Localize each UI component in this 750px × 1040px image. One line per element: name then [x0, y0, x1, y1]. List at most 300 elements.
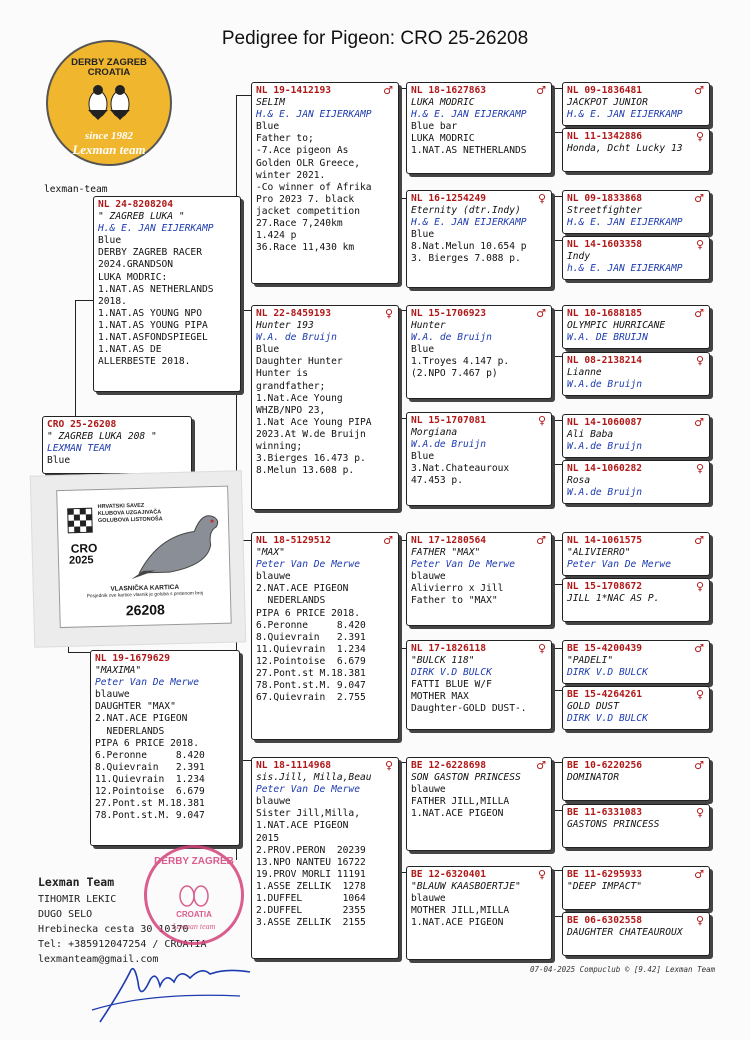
pigeon-name: "MAXIMA": [95, 665, 142, 677]
card-header: [98, 199, 235, 211]
pigeon-name: GOLD DUST: [567, 701, 619, 713]
owner-name: W.A.de Bruijn: [411, 439, 487, 451]
pedigree-card[interactable]: [562, 128, 710, 172]
detail-line: blauwe: [411, 784, 446, 796]
pigeon-name: Rosa: [567, 475, 591, 487]
owner-name: LEXMAN TEAM: [47, 443, 111, 455]
detail-line: Blue: [411, 451, 435, 463]
chess-emblem-icon: [66, 504, 95, 535]
ring-number: NL 15-1708672: [567, 581, 643, 592]
detail-line: 27.Race 7,240km: [256, 218, 343, 230]
card-header: [256, 308, 393, 320]
ring-number: BE 06-6302558: [567, 915, 643, 926]
ring-number: NL 11-1342886: [567, 131, 643, 142]
detail-line: 1.NAT.ACE PIGEON: [411, 808, 504, 820]
pedigree-card[interactable]: [406, 866, 552, 960]
detail-line: 11.Quievrain 1.234: [95, 773, 205, 785]
detail-line: 47.453 p.: [411, 475, 463, 487]
detail-line: Alivierro x Jill: [411, 583, 504, 595]
detail-line: 6.Peronne 8.420: [95, 749, 205, 761]
detail-line: 8.Melun 13.608 p.: [256, 465, 355, 477]
detail-line: 11.Quievrain 1.234: [256, 643, 366, 655]
pedigree-card[interactable]: [562, 757, 710, 801]
detail-line: 3.Bierges 16.473 p.: [256, 453, 366, 465]
logo-text: DERBY ZAGREB CROATIA: [71, 57, 147, 78]
detail-line: 3. Bierges 7.088 p.: [411, 253, 521, 265]
ring-number: BE 12-6228698: [411, 760, 487, 771]
ring-number: NL 19-1412193: [256, 85, 332, 96]
detail-line: 1.Nat Ace Young PIPA: [256, 416, 372, 428]
detail-line: 1.NAT.ACE PIGEON: [256, 820, 349, 832]
card-header: [411, 85, 546, 97]
sex-icon: ♂: [694, 534, 704, 547]
card-header: [567, 643, 704, 655]
detail-line: NEDERLANDS: [256, 595, 326, 607]
ring-number: NL 09-1833868: [567, 193, 643, 204]
id-card-org: HRVATSKI SAVEZ KLUBOVA UZGAJIVAČA GOLUBOVA LISTONOŠA: [97, 502, 163, 525]
pigeon-name: DAUGHTER CHATEAUROUX: [567, 927, 683, 939]
sex-icon: ♂: [536, 84, 546, 97]
detail-line: blauwe: [95, 689, 130, 701]
id-card-number: 26208: [125, 601, 166, 619]
owner-name: W.A.de Bruijn: [567, 379, 643, 391]
ring-number: NL 22-8459193: [256, 308, 332, 319]
detail-line: PIPA 6 PRICE 2018.: [95, 737, 199, 749]
sex-icon: ♂: [536, 307, 546, 320]
card-header: [567, 417, 704, 429]
ring-number: NL 16-1254249: [411, 193, 487, 204]
sex-icon: ♀: [695, 354, 704, 367]
card-header: [256, 85, 393, 97]
id-card-year: 2025: [68, 554, 94, 567]
sex-icon: ♂: [383, 84, 393, 97]
pigeon-name: JILL 1*NAC AS P.: [567, 593, 660, 605]
ring-number: NL 18-5129512: [256, 535, 332, 546]
detail-line: 8.Nat.Melun 10.654 p: [411, 241, 527, 253]
card-header: [411, 760, 546, 772]
ring-number: NL 19-1679629: [95, 653, 171, 664]
connector-line: [554, 916, 562, 917]
detail-line: 27.Pont.st M.18.381: [95, 798, 205, 810]
detail-line: 3.ASSE ZELLIK 2155: [256, 917, 366, 929]
sex-icon: ♂: [536, 759, 546, 772]
detail-line: PIPA 6 PRICE 2018.: [256, 607, 360, 619]
ring-number: BE 11-6295933: [567, 869, 643, 880]
ring-number: NL 14-1061575: [567, 535, 643, 546]
detail-line: 2018.: [98, 295, 127, 307]
signature: [90, 952, 260, 1028]
pigeon-name: Indy: [567, 251, 591, 263]
detail-line: 1.NAT.ASFONDSPIEGEL: [98, 332, 208, 344]
breeder-label: lexman-team: [44, 184, 108, 195]
ring-number: NL 17-1280564: [411, 535, 487, 546]
detail-line: winter 2021.: [256, 169, 326, 181]
detail-line: Blue bar: [411, 121, 458, 133]
card-header: [567, 85, 704, 97]
pigeons-icon: [82, 80, 136, 124]
pedigree-card[interactable]: [406, 640, 552, 730]
connector-line: [554, 88, 562, 89]
pigeon-name: "MAX": [256, 547, 285, 559]
owner-name: H.& E. JAN EIJERKAMP: [98, 223, 214, 235]
pigeon-name: JACKPOT JUNIOR: [567, 97, 648, 109]
card-header: [567, 131, 704, 143]
detail-line: 1.ASSE ZELLIK 1278: [256, 880, 366, 892]
pigeon-name: OLYMPIC HURRICANE: [567, 320, 666, 332]
owner-name: W.A. de Bruijn: [256, 332, 337, 344]
sex-icon: ♀: [384, 759, 393, 772]
pedigree-card[interactable]: [251, 757, 399, 959]
owner-name: Peter Van De Merwe: [567, 559, 671, 571]
detail-line: blauwe: [411, 893, 446, 905]
card-header: [567, 869, 704, 881]
sex-icon: ♂: [694, 416, 704, 429]
ring-number: NL 17-1826118: [411, 643, 487, 654]
logo-team: Lexman team: [72, 142, 146, 157]
pigeon-name: "PADELI": [567, 655, 614, 667]
card-header: [567, 581, 704, 593]
detail-line: 1.NAT.AS YOUNG PIPA: [98, 319, 208, 331]
pigeon-name: "BULCK 118": [411, 655, 475, 667]
card-header: [411, 643, 546, 655]
detail-line: -Co winner of Afrika: [256, 181, 372, 193]
detail-line: 67.Quievrain 2.755: [256, 692, 366, 704]
connector-line: [554, 356, 562, 357]
sex-icon: ♀: [384, 307, 393, 320]
connector-line: [554, 240, 562, 241]
pedigree-card[interactable]: [562, 866, 710, 910]
detail-line: LUKA MODRIC:: [98, 271, 168, 283]
pigeon-name: Ali Baba: [567, 429, 614, 441]
stamp-bottom: CROATIA: [176, 910, 212, 919]
detail-line: MOTHER JILL,MILLA: [411, 905, 510, 917]
card-header: [411, 535, 546, 547]
detail-line: 1.NAT.AS NETHERLANDS: [411, 145, 527, 157]
breeder-name: Lexman Team: [38, 875, 115, 889]
pigeon-name: FATHER "MAX": [411, 547, 481, 559]
connector-line: [554, 132, 562, 133]
detail-line: Blue: [256, 344, 280, 356]
detail-line: jacket competition: [256, 205, 360, 217]
detail-line: Father to "MAX": [411, 595, 498, 607]
pigeon-name: "BLAUW KAASBOERTJE": [411, 881, 521, 893]
pigeon-name: LUKA MODRIC: [411, 97, 475, 109]
ring-number: NL 15-1707081: [411, 415, 487, 426]
detail-line: 2.NAT.ACE PIGEON: [256, 583, 349, 595]
stamp-pigeons-icon: [175, 882, 213, 908]
card-header: [567, 689, 704, 701]
sex-icon: ♂: [694, 84, 704, 97]
connector-line: [554, 420, 562, 421]
club-stamp: [144, 845, 244, 945]
ring-number: NL 18-1627863: [411, 85, 487, 96]
detail-line: 12.Pointoise 6.679: [256, 655, 366, 667]
card-header: [411, 869, 546, 881]
card-header: [567, 239, 704, 251]
pigeon-name: sis.Jill, Milla,Beau: [256, 772, 372, 784]
id-card-subtitle: Posjednik ove kartice vlasnik je goluba s prstenom broj: [86, 591, 204, 600]
card-header: [411, 415, 546, 427]
ring-number: BE 11-6331083: [567, 807, 643, 818]
detail-line: DERBY ZAGREB RACER: [98, 247, 202, 259]
id-card-title: VLASNIČKA KARTICA: [110, 583, 180, 593]
detail-line: 2.DUFFEL 2355: [256, 905, 366, 917]
pigeon-name: Eternity (dtr.Indy): [411, 205, 521, 217]
detail-line: 8.Quievrain 2.391: [95, 761, 205, 773]
connector-line: [68, 652, 90, 653]
ring-number: NL 14-1603358: [567, 239, 643, 250]
sex-icon: ♂: [694, 868, 704, 881]
detail-line: 3.Nat.Chateauroux: [411, 463, 510, 475]
id-card-country: CRO: [70, 541, 98, 556]
card-header: [411, 308, 546, 320]
connector-line: [554, 810, 562, 811]
detail-line: 1.NAT.AS DE: [98, 344, 162, 356]
detail-line: Blue: [98, 235, 122, 247]
ring-number: CRO 25-26208: [47, 419, 117, 430]
pedigree-card[interactable]: [406, 532, 552, 626]
sex-icon: ♀: [695, 688, 704, 701]
owner-name: H.& E. JAN EIJERKAMP: [567, 109, 683, 121]
breeder-line: Hrebinecka cesta 30 10370: [38, 924, 189, 935]
sex-icon: ♂: [383, 534, 393, 547]
sex-icon: ♀: [537, 414, 546, 427]
sex-icon: ♀: [695, 238, 704, 251]
ring-number: NL 08-2138214: [567, 355, 643, 366]
card-header: [567, 807, 704, 819]
connector-line: [554, 310, 562, 311]
detail-line: MOTHER MAX: [411, 691, 469, 703]
pigeon-name: Lianne: [567, 367, 602, 379]
pedigree-card[interactable]: [562, 804, 710, 848]
pedigree-card[interactable]: [406, 412, 552, 506]
detail-line: 78.Pont.st.M. 9.047: [256, 680, 366, 692]
detail-line: Daughter-GOLD DUST-.: [411, 703, 527, 715]
sex-icon: ♀: [695, 130, 704, 143]
detail-line: 2.NAT.ACE PIGEON: [95, 713, 188, 725]
breeder-line: Tel: +385912047254 / CROATIA: [38, 939, 207, 950]
detail-line: Daughter Hunter: [256, 356, 343, 368]
sex-icon: ♀: [695, 914, 704, 927]
pedigree-card[interactable]: [562, 578, 710, 622]
detail-line: FATHER JILL,MILLA: [411, 796, 510, 808]
detail-line: 1.Nat.Ace Young: [256, 392, 343, 404]
detail-line: 19.PROV MORLI 11191: [256, 868, 366, 880]
pedigree-card[interactable]: [562, 414, 710, 458]
pigeon-name: Morgiana: [411, 427, 458, 439]
detail-line: LUKA MODRIC: [411, 133, 475, 145]
ring-number: NL 10-1688185: [567, 308, 643, 319]
stamp-team: Lexman team: [172, 922, 216, 931]
detail-line: WHZB/NPO 23,: [256, 404, 326, 416]
pedigree-card[interactable]: [562, 82, 710, 126]
pigeon-name: GASTONS PRINCESS: [567, 819, 660, 831]
detail-line: 13.NPO NANTEU 16722: [256, 856, 366, 868]
ring-number: BE 15-4264261: [567, 689, 643, 700]
connector-line: [554, 464, 562, 465]
id-card-inner: [56, 486, 232, 628]
detail-line: 1.DUFFEL 1064: [256, 893, 366, 905]
pedigree-card[interactable]: [93, 196, 241, 392]
pigeon-name: "DEEP IMPACT": [567, 881, 643, 893]
detail-line: Blue: [411, 344, 435, 356]
owner-name: Peter Van De Merwe: [411, 559, 515, 571]
detail-line: DAUGHTER "MAX": [95, 701, 176, 713]
sex-icon: ♀: [537, 642, 546, 655]
connector-line: [554, 196, 562, 197]
detail-line: 1.Troyes 4.147 p.: [411, 356, 510, 368]
pigeon-name: " ZAGREB LUKA 208 ": [47, 431, 157, 443]
connector-line: [554, 690, 562, 691]
ring-number: NL 18-1114968: [256, 760, 332, 771]
pigeon-name: Hunter: [411, 320, 446, 332]
connector-line: [554, 762, 562, 763]
detail-line: 78.Pont.st.M. 9.047: [95, 810, 205, 822]
pedigree-card[interactable]: [406, 82, 552, 174]
pedigree-card[interactable]: [251, 532, 399, 740]
pedigree-card[interactable]: [562, 460, 710, 504]
pedigree-card[interactable]: [406, 190, 552, 288]
pigeon-name: SON GASTON PRINCESS: [411, 772, 521, 784]
connector-line: [554, 540, 562, 541]
owner-name: W.A. de Bruijn: [411, 332, 492, 344]
breeder-line: DUGO SELO: [38, 909, 93, 920]
pigeon-name: Hunter 193: [256, 320, 314, 332]
pigeon-name: DOMINATOR: [567, 772, 619, 784]
pigeon-name: SELIM: [256, 97, 285, 109]
owner-name: W.A. DE BRUIJN: [567, 332, 648, 344]
card-header: [47, 419, 186, 431]
detail-line: 1.NAT.AS NETHERLANDS: [98, 283, 214, 295]
sex-icon: ♂: [694, 759, 704, 772]
sex-icon: ♀: [695, 806, 704, 819]
connector-line: [554, 648, 562, 649]
detail-line: 6.Peronne 8.420: [256, 619, 366, 631]
owner-name: Peter Van De Merwe: [256, 784, 360, 796]
ring-number: NL 24-8208204: [98, 199, 174, 210]
pedigree-card[interactable]: [562, 532, 710, 576]
pedigree-card[interactable]: [562, 190, 710, 234]
detail-line: 2024.GRANDSON: [98, 259, 174, 271]
connector-line: [554, 584, 562, 585]
detail-line: NEDERLANDS: [95, 725, 165, 737]
card-header: [567, 193, 704, 205]
ring-number: BE 10-6220256: [567, 760, 643, 771]
detail-line: Pro 2023 7. black: [256, 193, 355, 205]
detail-line: 2023.At W.de Bruijn: [256, 428, 366, 440]
pedigree-card[interactable]: [562, 236, 710, 280]
sex-icon: ♂: [536, 534, 546, 547]
owner-name: DIRK V.D BULCK: [411, 667, 492, 679]
sex-icon: ♂: [694, 642, 704, 655]
detail-line: 27.Pont.st M.18.381: [256, 668, 366, 680]
ring-number: BE 15-4200439: [567, 643, 643, 654]
detail-line: 36.Race 11,430 km: [256, 242, 355, 254]
owner-name: H.& E. JAN EIJERKAMP: [411, 217, 527, 229]
sex-icon: ♀: [695, 462, 704, 475]
connector-line: [236, 95, 252, 96]
owner-name: h.& E. JAN EIJERKAMP: [567, 263, 683, 275]
pedigree-card[interactable]: [406, 757, 552, 851]
ring-number: NL 14-1060282: [567, 463, 643, 474]
pedigree-card[interactable]: [562, 352, 710, 396]
pedigree-card[interactable]: [562, 305, 710, 349]
pedigree-card[interactable]: [42, 416, 192, 474]
pedigree-card[interactable]: [562, 686, 710, 730]
owner-name: Peter Van De Merwe: [256, 559, 360, 571]
color-line: Blue: [47, 455, 71, 467]
detail-line: Golden OLR Greece,: [256, 157, 360, 169]
detail-line: -7.Ace pigeon As: [256, 145, 349, 157]
pedigree-card[interactable]: [251, 305, 399, 510]
sex-icon: ♀: [695, 580, 704, 593]
pedigree-card[interactable]: [562, 912, 710, 956]
connector-line: [554, 870, 562, 871]
detail-line: Blue: [411, 229, 435, 241]
detail-line: 2015: [256, 832, 280, 844]
detail-line: winning;: [256, 441, 303, 453]
detail-line: Sister Jill,Milla,: [256, 808, 360, 820]
detail-line: Father to;: [256, 133, 314, 145]
owner-name: H.& E. JAN EIJERKAMP: [411, 109, 527, 121]
card-header: [567, 308, 704, 320]
owner-name: W.A.de Bruijn: [567, 441, 643, 453]
breeder-line: TIHOMIR LEKIC: [38, 894, 117, 905]
ring-number: NL 15-1706923: [411, 308, 487, 319]
card-header: [567, 760, 704, 772]
detail-line: (2.NPO 7.467 p): [411, 368, 498, 380]
card-header: [567, 535, 704, 547]
detail-line: 1.424 p: [256, 230, 297, 242]
pedigree-card[interactable]: [406, 305, 552, 399]
derby-zagreb-logo: [46, 40, 172, 166]
pigeon-name: " ZAGREB LUKA ": [98, 211, 185, 223]
owner-name: DIRK V.D BULCK: [567, 667, 648, 679]
card-header: [256, 760, 393, 772]
card-header: [95, 653, 234, 665]
detail-line: blauwe: [411, 571, 446, 583]
ring-number: NL 14-1060087: [567, 417, 643, 428]
card-header: [567, 355, 704, 367]
detail-line: Hunter is: [256, 368, 308, 380]
page-title: Pedigree for Pigeon: CRO 25-26208: [221, 28, 529, 49]
pigeon-id-card: [30, 470, 246, 647]
pigeon-name: "ALIVIERRO": [567, 547, 631, 559]
breeder-line: lexmanteam@gmail.com: [38, 954, 159, 965]
detail-line: grandfather;: [256, 380, 326, 392]
detail-line: 1.NAT.ACE PIGEON: [411, 917, 504, 929]
sex-icon: ♀: [537, 868, 546, 881]
logo-since: since 1982: [85, 130, 133, 142]
card-header: [411, 193, 546, 205]
detail-line: 1.NAT.AS YOUNG NPO: [98, 307, 202, 319]
program-footer: 07-04-2025 Compuclub © [9.42] Lexman Team: [530, 965, 716, 974]
pedigree-card[interactable]: [90, 650, 240, 846]
detail-line: blauwe: [256, 571, 291, 583]
stamp-top: DERBY ZAGREB: [154, 856, 234, 867]
pedigree-card[interactable]: [251, 82, 399, 284]
pedigree-card[interactable]: [562, 640, 710, 684]
card-header: [256, 535, 393, 547]
detail-line: 8.Quievrain 2.391: [256, 631, 366, 643]
owner-name: DIRK V.D BULCK: [567, 713, 648, 725]
card-header: [567, 463, 704, 475]
pigeon-name: Honda, Dcht Lucky 13: [567, 143, 683, 155]
pigeon-photo: [128, 505, 226, 581]
detail-line: 12.Pointoise 6.679: [95, 786, 205, 798]
detail-line: 2.PROV.PERON 20239: [256, 844, 366, 856]
sex-icon: ♂: [694, 192, 704, 205]
